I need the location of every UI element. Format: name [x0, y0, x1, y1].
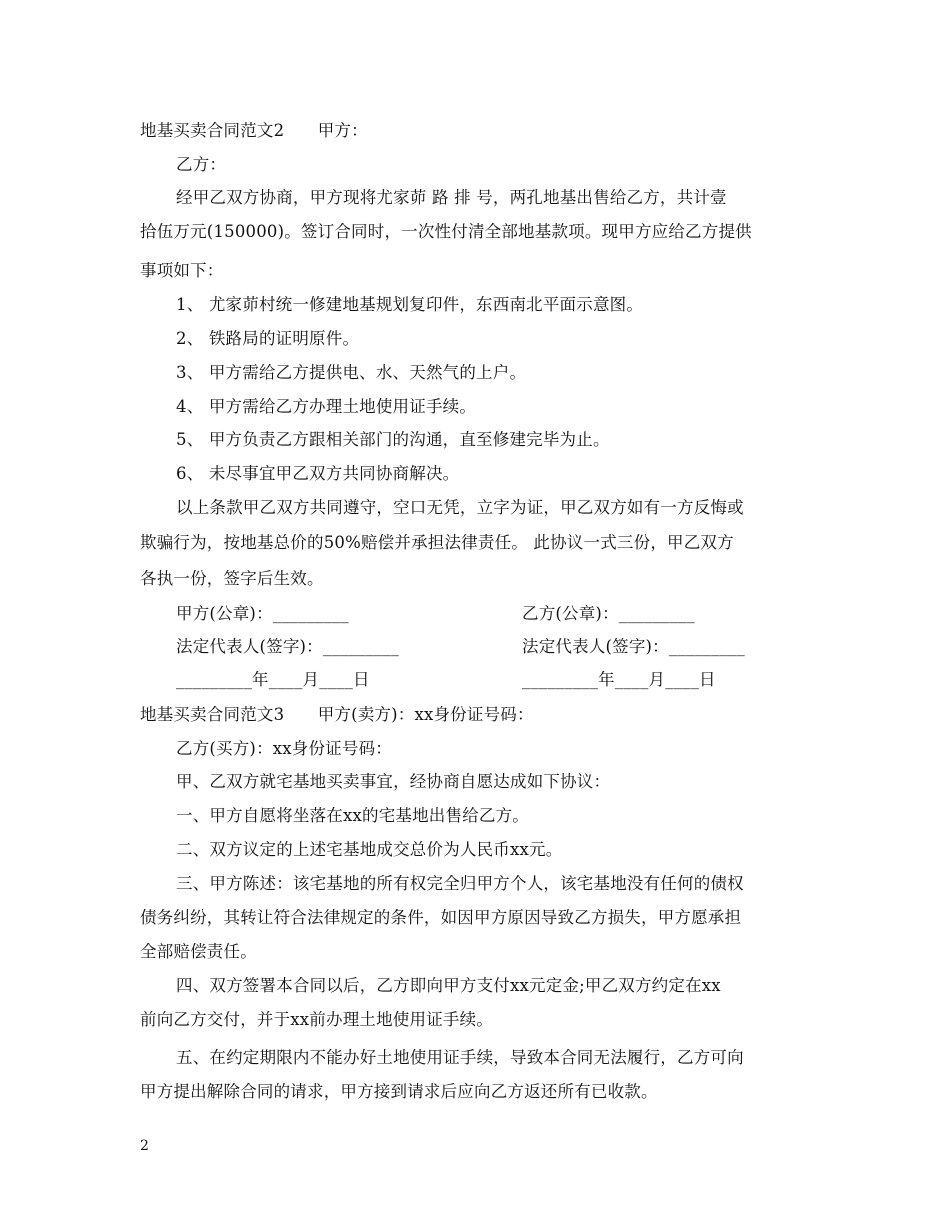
- text-line: 一、甲方自愿将坐落在xx的宅基地出售给乙方。: [176, 806, 530, 825]
- text-line: 各执一份，签字后生效。: [140, 569, 324, 588]
- text-line: 事项如下：: [140, 261, 224, 280]
- text-line: 乙方：: [176, 155, 227, 174]
- text-line: 全部赔偿责任。: [140, 942, 257, 961]
- signature-date-party-a: _________年____月____日: [176, 670, 370, 689]
- list-item: 2、 铁路局的证明原件。: [176, 329, 360, 348]
- text-line: 债务纠纷，其转让符合法律规定的条件，如因甲方原因导致乙方损失，甲方愿承担: [140, 908, 742, 927]
- signature-rep-party-a: 法定代表人(签字)：_________: [176, 637, 399, 656]
- text-line: 三、甲方陈述：该宅基地的所有权完全归甲方个人，该宅基地没有任何的债权: [176, 874, 744, 893]
- text-line: 甲、乙双方就宅基地买卖事宜，经协商自愿达成如下协议：: [176, 772, 611, 791]
- signature-seal-party-a: 甲方(公章)：_________: [176, 604, 349, 623]
- text-line: 五、在约定期限内不能办好土地使用证手续，导致本合同无法履行，乙方可向: [176, 1048, 744, 1067]
- list-item: 6、 未尽事宜甲乙双方共同协商解决。: [176, 464, 460, 483]
- text-line: 甲方提出解除合同的请求，甲方接到请求后应向乙方返还所有已收款。: [140, 1082, 658, 1101]
- text-line: 经甲乙双方协商，甲方现将尤家茆 路 排 号，两孔地基出售给乙方，共计壹: [176, 188, 727, 207]
- signature-rep-party-b: 法定代表人(签字)：_________: [522, 637, 745, 656]
- list-item: 1、 尤家茆村统一修建地基规划复印件，东西南北平面示意图。: [176, 295, 644, 314]
- signature-date-party-b: _________年____月____日: [522, 670, 716, 689]
- list-item: 4、 甲方需给乙方办理土地使用证手续。: [176, 397, 477, 416]
- signature-seal-party-b: 乙方(公章)：_________: [522, 604, 695, 623]
- section-heading-3: 地基买卖合同范文3 甲方(卖方)：xx身份证号码：: [140, 705, 534, 724]
- page-number: 2: [140, 1138, 149, 1154]
- text-line: 二、双方议定的上述宅基地成交总价为人民币xx元。: [176, 840, 563, 859]
- text-line: 欺骗行为，按地基总价的50%赔偿并承担法律责任。 此协议一式三份，甲乙双方: [140, 533, 734, 552]
- text-line: 以上条款甲乙双方共同遵守，空口无凭，立字为证，甲乙双方如有一方反悔或: [176, 498, 744, 517]
- text-line: 前向乙方交付，并于xx前办理土地使用证手续。: [140, 1010, 494, 1029]
- text-line: 四、双方签署本合同以后，乙方即向甲方支付xx元定金;甲乙双方约定在xx: [176, 976, 721, 995]
- text-line: 乙方(买方)：xx身份证号码：: [176, 739, 392, 758]
- text-line: 拾伍万元(150000)。签订合同时，一次性付清全部地基款项。现甲方应给乙方提供: [140, 222, 752, 241]
- section-heading-2: 地基买卖合同范文2 甲方：: [140, 121, 368, 140]
- list-item: 3、 甲方需给乙方提供电、水、天然气的上户。: [176, 363, 527, 382]
- list-item: 5、 甲方负责乙方跟相关部门的沟通，直至修建完毕为止。: [176, 430, 610, 449]
